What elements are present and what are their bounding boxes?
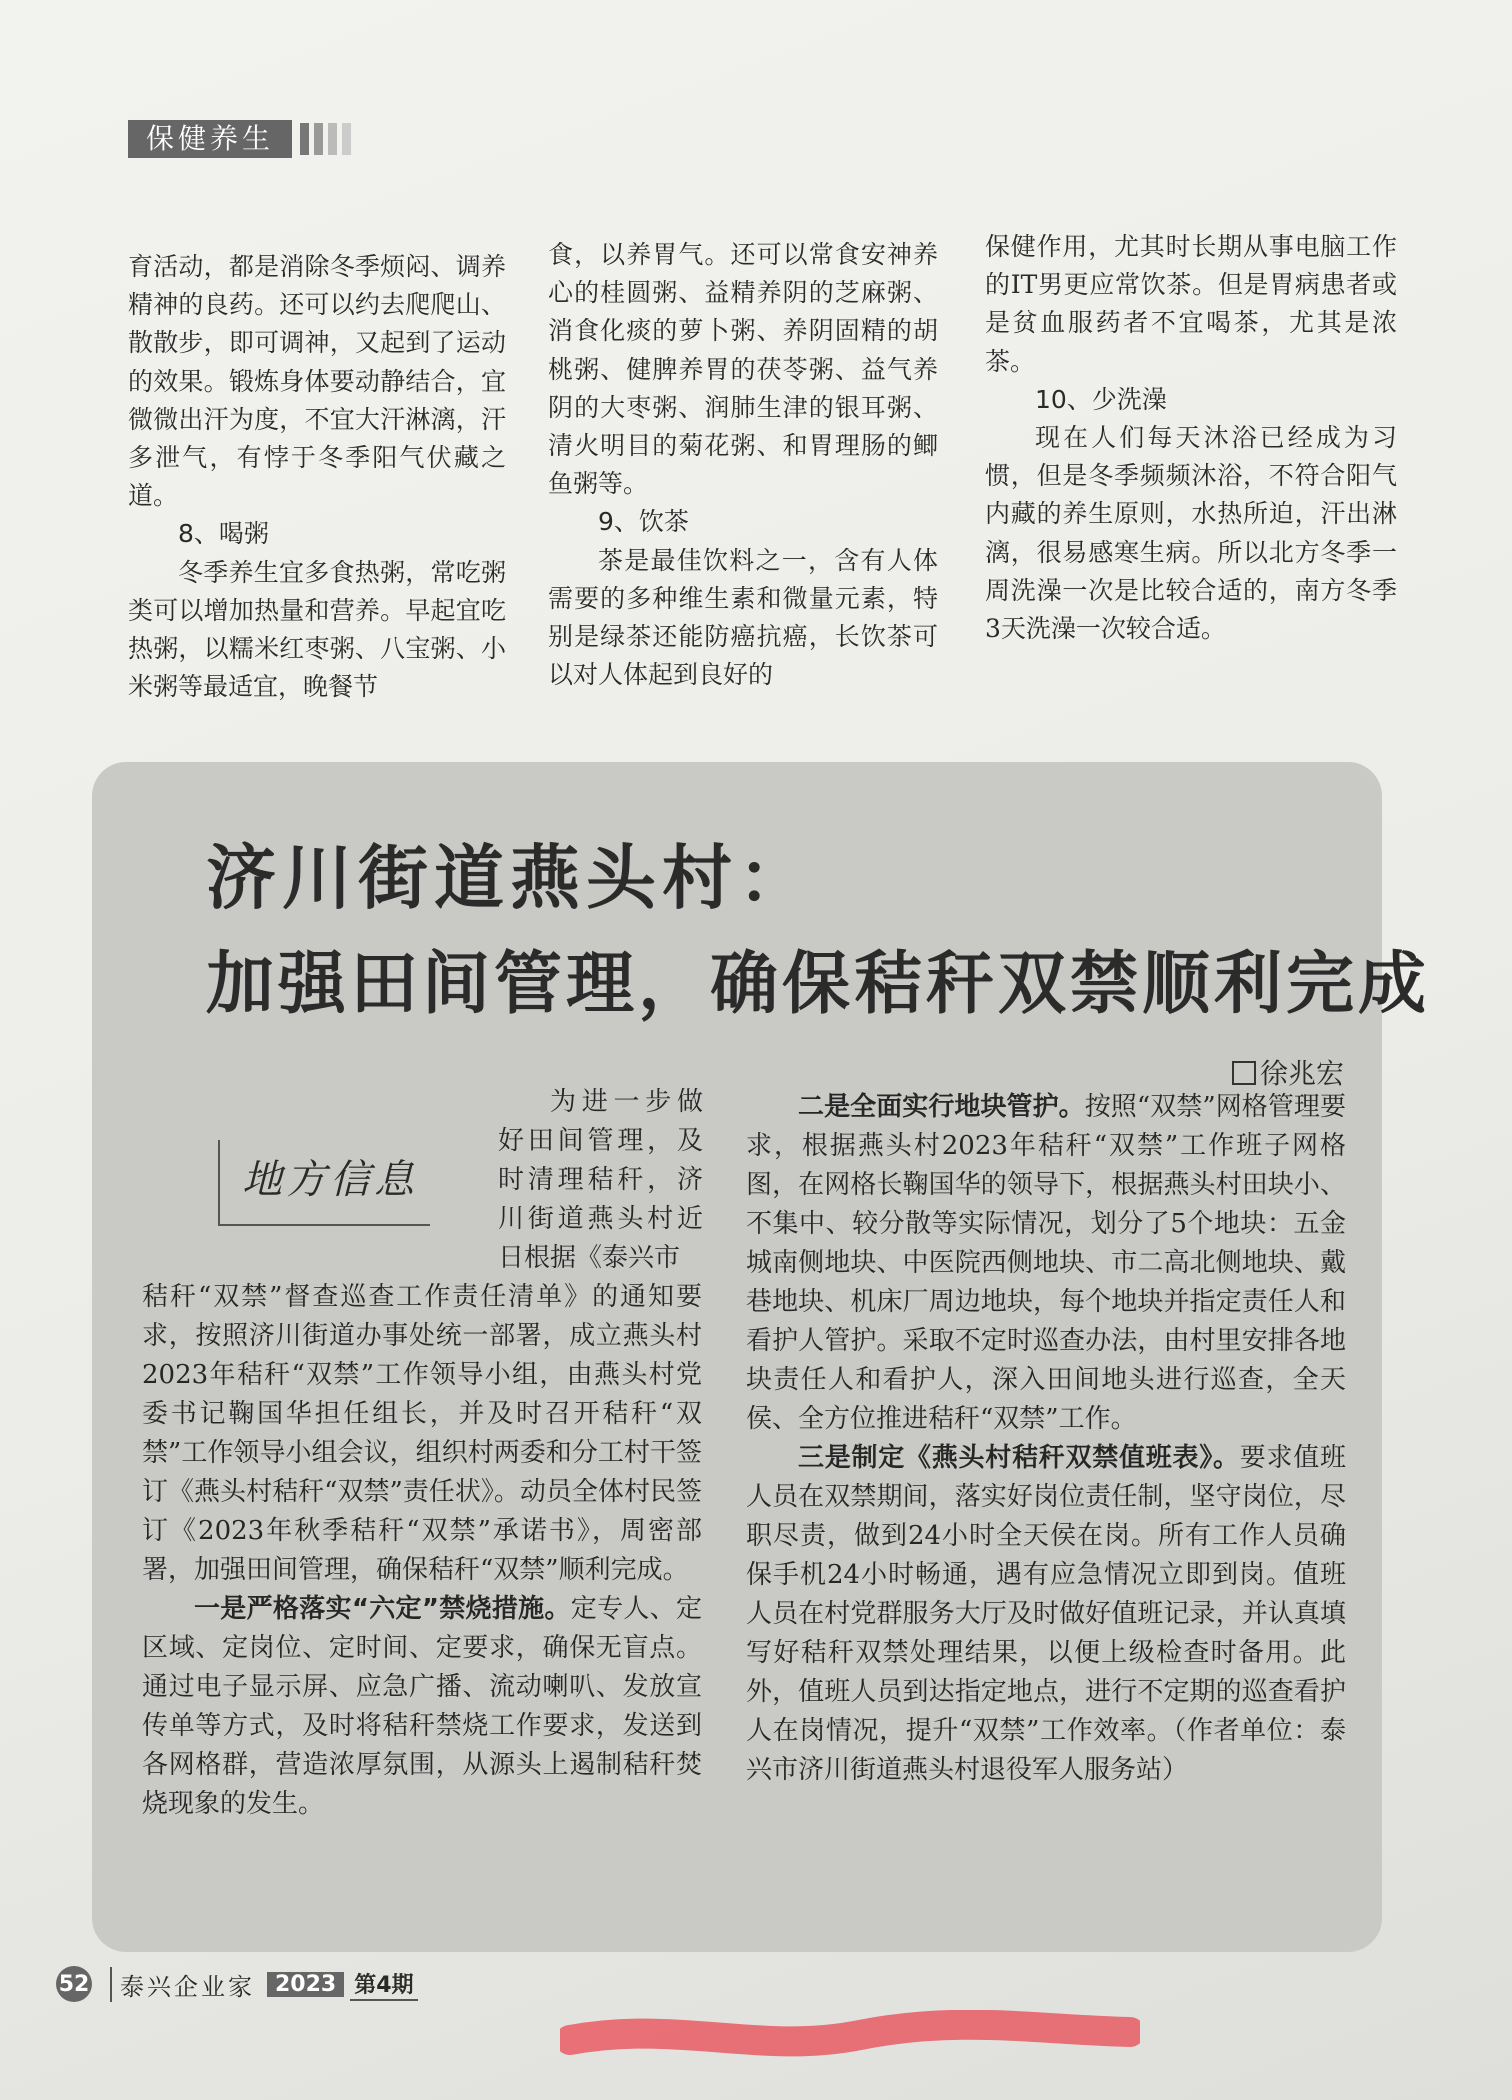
red-marker-scribble	[560, 2010, 1140, 2060]
paragraph: 现在人们每天沐浴已经成为习惯，但是冬季频频沐浴，不符合阳气内藏的养生原则，水热所迫，汗出淋漓，很易感寒生病。所以北方冬季一周洗澡一次是比较合适的，南方冬季3天洗澡一次较合适。	[985, 423, 1397, 644]
top-column-2	[548, 236, 938, 694]
author-name: 徐兆宏	[1259, 1057, 1344, 1090]
paragraph	[746, 1439, 1346, 1790]
lead-phrase: 三是制定《燕头村秸秆双禁值班表》。	[798, 1443, 1240, 1473]
paragraph-text: 定专人、定区域、定岗位、定时间、定要求，确保无盲点。通过电子显示屏、应急广播、流动喇叭、发放宣传单等方式，及时将秸秆禁烧工作要求，发送到各网格群，营造浓厚氛围，从源头上遏制秸秆焚烧现象的发生。	[142, 1594, 702, 1819]
section-heading: 10、少洗澡	[1035, 384, 1167, 414]
section-label: 保健养生	[128, 120, 292, 158]
paragraph: 育活动，都是消除冬季烦闷、调养精神的良药。还可以约去爬爬山、散散步，即可调神，又起到了运动的效果。锻炼身体要动静结合，宜微微出汗为度，不宜大汗淋漓，汗多泄气，有悖于冬季阳气伏藏之道。	[128, 252, 506, 511]
paragraph	[142, 1590, 702, 1824]
paragraph: 秸秆“双禁”督查巡查工作责任清单》的通知要求，按照济川街道办事处统一部署，成立燕头村2023年秸秆“双禁”工作领导小组，由燕头村党委书记鞠国华担任组长，并及时召开秸秆“双禁”工作领导小组会议，组织村两委和分工村干签订《燕头村秸秆“双禁”责任状》。动员全体村民签订《2023年秋季秸秆“双禁”承诺书》，周密部署，加强田间管理，确保秸秆“双禁”顺利完成。	[142, 1282, 702, 1585]
page-footer	[56, 1966, 418, 2002]
paragraph: 保健作用，尤其时长期从事电脑工作的IT男更应常饮茶。但是胃病患者或是贫血服药者不宜喝茶，尤其是浓茶。	[985, 232, 1397, 376]
section-heading: 8、喝粥	[178, 519, 269, 549]
lead-phrase: 二是全面实行地块管护。	[798, 1092, 1085, 1122]
top-column-1	[128, 248, 506, 706]
issue-number: 第4期	[350, 1968, 417, 2001]
paragraph: 冬季养生宜多食热粥，常吃粥类可以增加热量和营养。早起宜吃热粥，以糯米红枣粥、八宝粥、小米粥等最适宜，晚餐节	[128, 557, 506, 702]
issue-year: 2023	[267, 1972, 344, 1997]
column-label-frame	[218, 1140, 430, 1226]
column-label: 地方信息	[242, 1157, 418, 1203]
page-number: 52	[56, 1966, 92, 2002]
paragraph-text: 按照“双禁”网格管理要求，根据燕头村2023年秸秆“双禁”工作班子网格图，在网格长鞠国华的领导下，根据燕头村田块小、不集中、较分散等实际情况，划分了5个地块：五金城南侧地块、中医院西侧地块、市二高北侧地块、戴巷地块、机床厂周边地块，每个地块并指定责任人和看护人管护。采取不定时巡查办法，由村里安排各地块责任人和看护人，深入田间地头进行巡查，全天侯、全方位推进秸秆“双禁”工作。	[746, 1092, 1346, 1434]
article-left-column	[142, 1278, 702, 1824]
article-right-column	[746, 1088, 1346, 1790]
paragraph-text: 要求值班人员在双禁期间，落实好岗位责任制，坚守岗位，尽职尽责，做到24小时全天侯在岗。所有工作人员确保手机24小时畅通，遇有应急情况立即到岗。值班人员在村党群服务大厅及时做好值班记录，并认真填写好秸秆双禁处理结果，以便上级检查时备用。此外，值班人员到达指定地点，进行不定期的巡查看护人在岗情况，提升“双禁”工作效率。（作者单位：泰兴市济川街道燕头村退役军人服务站）	[746, 1443, 1346, 1785]
lead-phrase: 一是严格落实“六定”禁烧措施。	[194, 1594, 571, 1624]
paragraph: 食，以养胃气。还可以常食安神养心的桂圆粥、益精养阴的芝麻粥、消食化痰的萝卜粥、养阴固精的胡桃粥、健脾养胃的茯苓粥、益气养阴的大枣粥、润肺生津的银耳粥、清火明目的菊花粥、和胃理肠的鲫鱼粥等。	[548, 240, 938, 499]
paragraph: 茶是最佳饮料之一，含有人体需要的多种维生素和微量元素，特别是绿茶还能防癌抗癌，长饮茶可以对人体起到良好的	[548, 545, 938, 690]
top-column-3	[985, 228, 1397, 648]
section-tag	[128, 120, 351, 158]
magazine-name: 泰兴企业家	[110, 1967, 255, 2002]
article-author	[1232, 1052, 1344, 1092]
author-square-icon	[1232, 1061, 1256, 1085]
article-title-line-1: 济川街道燕头村：	[206, 837, 814, 919]
section-heading: 9、饮茶	[598, 507, 689, 537]
article-title-line-2: 加强田间管理，确保秸秆双禁顺利完成	[206, 945, 1431, 1024]
section-bars-decoration	[300, 123, 351, 155]
paragraph	[746, 1088, 1346, 1439]
article-intro-wrap	[498, 1083, 703, 1278]
article-intro-text: 为进一步做好田间管理，及时清理秸秆，济川街道燕头村近日根据《泰兴市	[498, 1087, 703, 1273]
